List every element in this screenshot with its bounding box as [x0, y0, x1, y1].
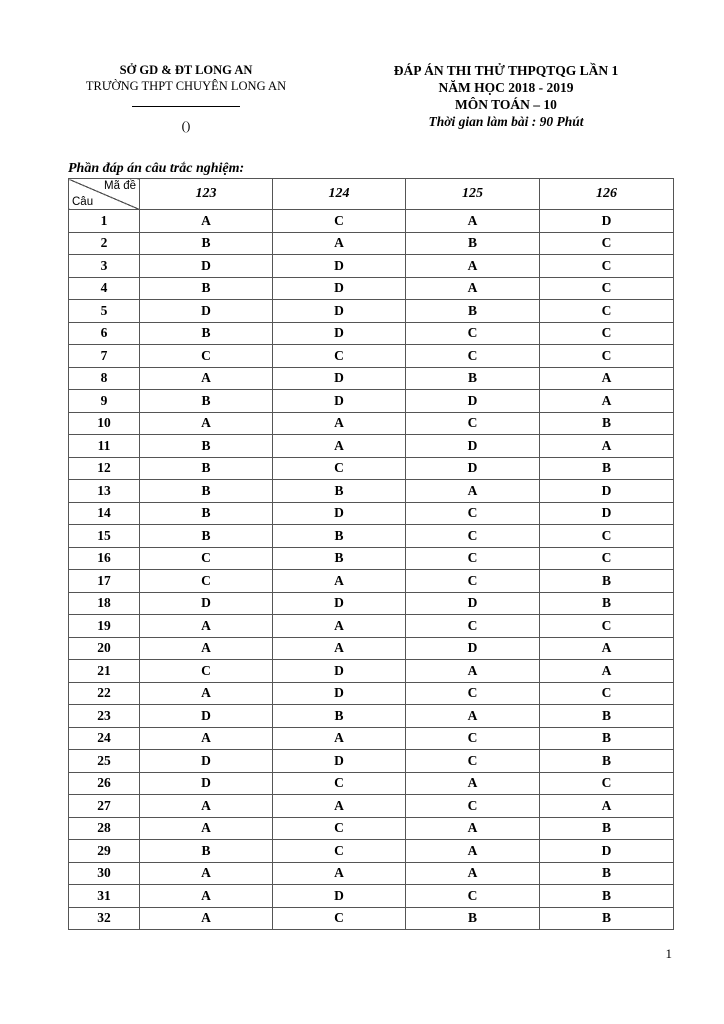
answer-cell: D	[540, 480, 674, 503]
answer-cell: C	[540, 682, 674, 705]
answer-cell: C	[140, 547, 273, 570]
table-row	[69, 480, 674, 503]
answer-cell: C	[273, 772, 406, 795]
answer-cell: A	[273, 795, 406, 818]
exam-code-header: 126	[540, 179, 674, 210]
table-row	[69, 705, 674, 728]
question-number-cell: 25	[69, 750, 140, 773]
answer-cell: D	[273, 502, 406, 525]
answer-cell: B	[540, 592, 674, 615]
table-row	[69, 615, 674, 638]
answer-cell: B	[140, 390, 273, 413]
answer-cell: D	[540, 210, 674, 233]
answer-cell: B	[406, 300, 540, 323]
answer-cell: A	[273, 727, 406, 750]
question-number-cell: 7	[69, 345, 140, 368]
answer-cell: C	[540, 277, 674, 300]
header-left	[70, 62, 302, 134]
answer-cell: D	[273, 277, 406, 300]
table-row	[69, 840, 674, 863]
answer-cell: B	[140, 840, 273, 863]
answer-cell: A	[406, 840, 540, 863]
answer-cell: A	[273, 637, 406, 660]
answer-cell: D	[540, 840, 674, 863]
question-number-cell: 15	[69, 525, 140, 548]
question-number-cell: 19	[69, 615, 140, 638]
answer-cell: B	[140, 277, 273, 300]
answer-cell: D	[273, 255, 406, 278]
table-row	[69, 210, 674, 233]
answer-cell: A	[406, 255, 540, 278]
answer-cell: A	[140, 367, 273, 390]
table-row	[69, 435, 674, 458]
table-row	[69, 345, 674, 368]
table-row	[69, 772, 674, 795]
answer-cell: A	[140, 727, 273, 750]
question-number-cell: 1	[69, 210, 140, 233]
corner-header-cell	[69, 179, 140, 210]
answer-cell: B	[540, 705, 674, 728]
answer-cell: C	[273, 840, 406, 863]
answer-cell: A	[140, 637, 273, 660]
answer-cell: A	[406, 817, 540, 840]
answer-cell: B	[540, 570, 674, 593]
answer-cell: D	[140, 705, 273, 728]
question-number-cell: 2	[69, 232, 140, 255]
answer-cell: A	[140, 615, 273, 638]
question-number-cell: 20	[69, 637, 140, 660]
table-row	[69, 547, 674, 570]
answer-cell: D	[140, 750, 273, 773]
exam-code-placeholder: ()	[181, 118, 191, 133]
question-number-cell: 4	[69, 277, 140, 300]
table-row	[69, 750, 674, 773]
answer-cell: C	[406, 885, 540, 908]
table-header-row	[69, 179, 674, 210]
table-row	[69, 390, 674, 413]
page-number: 1	[665, 946, 672, 961]
answer-cell: A	[273, 862, 406, 885]
table-row	[69, 885, 674, 908]
question-number-cell: 26	[69, 772, 140, 795]
answer-cell: C	[273, 817, 406, 840]
answer-cell: D	[406, 435, 540, 458]
table-row	[69, 232, 674, 255]
answer-cell: B	[273, 480, 406, 503]
answer-cell: D	[140, 255, 273, 278]
answer-cell: A	[406, 480, 540, 503]
question-number-cell: 5	[69, 300, 140, 323]
exam-code-label: Mã đề	[104, 180, 136, 192]
question-number-cell: 18	[69, 592, 140, 615]
answer-cell: B	[140, 525, 273, 548]
answer-cell: A	[406, 660, 540, 683]
answer-cell: A	[140, 412, 273, 435]
answer-cell: C	[540, 547, 674, 570]
answer-cell: C	[540, 322, 674, 345]
table-row	[69, 525, 674, 548]
answer-cell: C	[273, 345, 406, 368]
exam-code-header: 124	[273, 179, 406, 210]
answer-cell: A	[406, 705, 540, 728]
header-right	[356, 62, 656, 131]
document-title: ĐÁP ÁN THI THỬ THPQTQG LẦN 1	[393, 63, 619, 78]
answer-cell: C	[140, 570, 273, 593]
answer-cell: B	[540, 412, 674, 435]
question-number-cell: 22	[69, 682, 140, 705]
question-number-cell: 31	[69, 885, 140, 908]
question-number-cell: 3	[69, 255, 140, 278]
question-number-cell: 12	[69, 457, 140, 480]
answer-cell: B	[540, 862, 674, 885]
table-row	[69, 795, 674, 818]
answer-cell: C	[540, 232, 674, 255]
answer-cell: A	[140, 862, 273, 885]
answer-cell: B	[540, 885, 674, 908]
answer-cell: B	[540, 457, 674, 480]
subject: MÔN TOÁN – 10	[455, 97, 557, 112]
table-row	[69, 322, 674, 345]
answer-cell: A	[140, 817, 273, 840]
answer-cell: C	[140, 660, 273, 683]
answer-cell: A	[540, 367, 674, 390]
answer-cell: D	[406, 637, 540, 660]
answer-table	[68, 178, 674, 930]
answer-cell: C	[540, 300, 674, 323]
answer-cell: C	[406, 412, 540, 435]
table-row	[69, 637, 674, 660]
answer-cell: D	[273, 660, 406, 683]
answer-cell: C	[540, 255, 674, 278]
answer-cell: B	[540, 907, 674, 930]
answer-cell: B	[140, 480, 273, 503]
table-row	[69, 300, 674, 323]
answer-cell: C	[406, 795, 540, 818]
answer-cell: C	[273, 907, 406, 930]
question-number-cell: 28	[69, 817, 140, 840]
answer-cell: B	[406, 232, 540, 255]
question-number-cell: 17	[69, 570, 140, 593]
question-number-cell: 13	[69, 480, 140, 503]
answer-cell: A	[273, 570, 406, 593]
answer-cell: C	[406, 750, 540, 773]
answer-cell: D	[273, 750, 406, 773]
table-row	[69, 907, 674, 930]
answer-cell: C	[406, 345, 540, 368]
table-row	[69, 570, 674, 593]
answer-cell: C	[406, 502, 540, 525]
answer-cell: C	[540, 525, 674, 548]
answer-cell: D	[406, 390, 540, 413]
answer-cell: C	[406, 547, 540, 570]
answer-cell: D	[406, 592, 540, 615]
table-row	[69, 457, 674, 480]
answer-cell: D	[140, 300, 273, 323]
answer-cell: B	[273, 525, 406, 548]
table-row	[69, 660, 674, 683]
answer-cell: D	[273, 322, 406, 345]
answer-table-body	[69, 210, 674, 930]
answer-cell: A	[273, 615, 406, 638]
answer-cell: A	[273, 435, 406, 458]
answer-cell: B	[140, 502, 273, 525]
exam-duration: Thời gian làm bài : 90 Phút	[428, 114, 584, 129]
answer-cell: D	[406, 457, 540, 480]
answer-cell: B	[273, 705, 406, 728]
answer-cell: C	[406, 570, 540, 593]
question-number-cell: 30	[69, 862, 140, 885]
answer-cell: A	[140, 682, 273, 705]
table-row	[69, 727, 674, 750]
answer-cell: A	[140, 885, 273, 908]
table-row	[69, 502, 674, 525]
question-number-cell: 6	[69, 322, 140, 345]
answer-cell: B	[140, 435, 273, 458]
department-name: SỞ GD & ĐT LONG AN	[119, 63, 253, 77]
question-number-cell: 16	[69, 547, 140, 570]
table-row	[69, 367, 674, 390]
answer-cell: B	[540, 750, 674, 773]
answer-cell: B	[140, 232, 273, 255]
answer-cell: D	[273, 300, 406, 323]
answer-cell: C	[140, 345, 273, 368]
question-number-cell: 21	[69, 660, 140, 683]
answer-cell: C	[540, 345, 674, 368]
answer-cell: C	[406, 727, 540, 750]
answer-cell: B	[140, 322, 273, 345]
question-label: Câu	[72, 196, 94, 208]
school-name: TRƯỜNG THPT CHUYÊN LONG AN	[85, 79, 287, 93]
answer-cell: A	[540, 390, 674, 413]
answer-cell: A	[540, 637, 674, 660]
section-title: Phần đáp án câu trắc nghiệm:	[68, 161, 245, 176]
answer-cell: B	[540, 817, 674, 840]
answer-cell: A	[406, 772, 540, 795]
answer-cell: C	[540, 615, 674, 638]
answer-cell: C	[273, 457, 406, 480]
answer-cell: D	[273, 885, 406, 908]
answer-cell: D	[273, 367, 406, 390]
table-row	[69, 592, 674, 615]
answer-cell: A	[140, 795, 273, 818]
table-row	[69, 862, 674, 885]
table-row	[69, 682, 674, 705]
question-number-cell: 9	[69, 390, 140, 413]
table-row	[69, 412, 674, 435]
answer-cell: A	[540, 435, 674, 458]
answer-cell: A	[140, 210, 273, 233]
answer-cell: A	[406, 862, 540, 885]
answer-cell: B	[406, 367, 540, 390]
table-row	[69, 277, 674, 300]
answer-cell: A	[540, 660, 674, 683]
answer-cell: B	[406, 907, 540, 930]
answer-cell: D	[140, 592, 273, 615]
table-row	[69, 817, 674, 840]
answer-cell: C	[406, 682, 540, 705]
question-number-cell: 24	[69, 727, 140, 750]
answer-cell: C	[406, 525, 540, 548]
answer-cell: D	[273, 390, 406, 413]
answer-cell: A	[273, 232, 406, 255]
answer-cell: C	[406, 322, 540, 345]
answer-cell: C	[540, 772, 674, 795]
answer-cell: B	[540, 727, 674, 750]
question-number-cell: 32	[69, 907, 140, 930]
question-number-cell: 11	[69, 435, 140, 458]
answer-cell: A	[273, 412, 406, 435]
school-year: NĂM HỌC 2018 - 2019	[438, 80, 574, 95]
question-number-cell: 23	[69, 705, 140, 728]
question-number-cell: 10	[69, 412, 140, 435]
question-number-cell: 14	[69, 502, 140, 525]
answer-cell: D	[273, 682, 406, 705]
exam-code-header: 125	[406, 179, 540, 210]
answer-cell: A	[540, 795, 674, 818]
answer-cell: C	[406, 615, 540, 638]
answer-cell: A	[406, 277, 540, 300]
answer-cell: B	[140, 457, 273, 480]
answer-cell: C	[273, 210, 406, 233]
question-number-cell: 27	[69, 795, 140, 818]
question-number-cell: 8	[69, 367, 140, 390]
answer-cell: A	[140, 907, 273, 930]
header-divider	[132, 106, 240, 107]
answer-cell: A	[406, 210, 540, 233]
table-row	[69, 255, 674, 278]
answer-cell: D	[273, 592, 406, 615]
answer-cell: D	[140, 772, 273, 795]
answer-cell: D	[540, 502, 674, 525]
question-number-cell: 29	[69, 840, 140, 863]
exam-code-header: 123	[140, 179, 273, 210]
answer-cell: B	[273, 547, 406, 570]
